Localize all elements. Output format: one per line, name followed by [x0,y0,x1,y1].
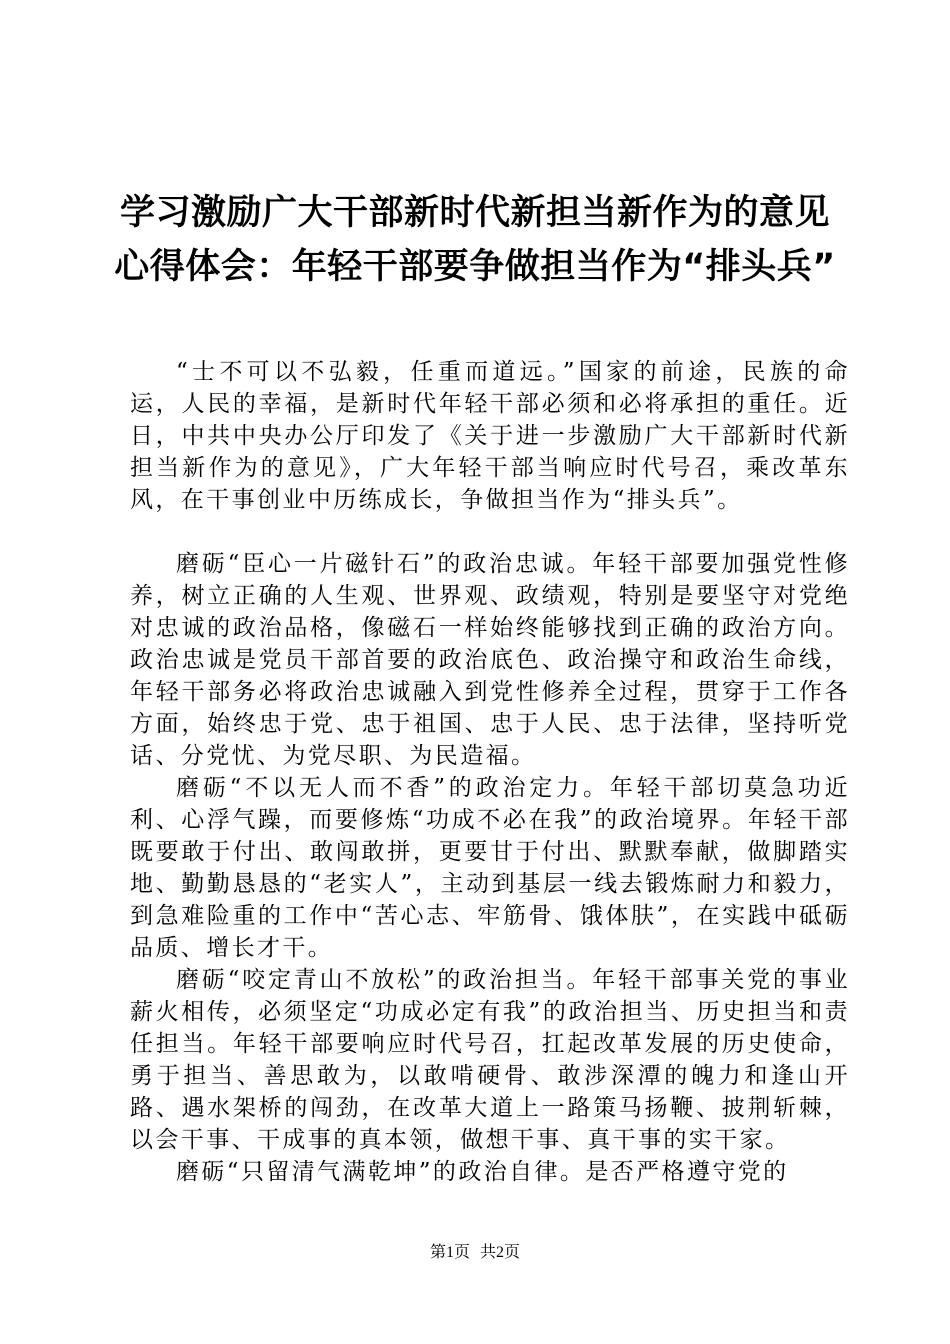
paragraph-self-discipline: 磨砺“只留清气满乾坤”的政治自律。是否严格遵守党的 [176,1159,789,1185]
page-total: 共2页 [480,1244,521,1261]
paragraph-intro: “士不可以不弘毅，任重而道远。”国家的前途，民族的命运，人民的幸福，是新时代年轻干部必须和必将承担的重任。近日，中共中央办公厅印发了《关于进一步激励广大干部新时代新担当新作为的意见》，广大年轻干部当响应时代号召，乘改革东风，在干事创业中历练成长，争做担当作为“排头兵”。 [130,359,850,513]
paragraph-responsibility: 磨砺“咬定青山不放松”的政治担当。年轻干部事关党的事业薪火相传，必须坚定“功成必定有我”的政治担当、历史担当和责任担当。年轻干部要响应时代号召，扛起改革发展的历史使命，勇于担当、善思敢为，以敢啃硬骨、敢涉深潭的魄力和逢山开路、遇水架桥的闯劲，在改革大道上一路策马扬鞭、披荆斩棘，以会干事、干成事的真本领，做想干事、真干事的实干家。 [130,967,850,1153]
document-title: 学习激励广大干部新时代新担当新作为的意见心得体会：年轻干部要争做担当作为“排头兵” [114,193,836,287]
page-footer [0,1243,950,1263]
paragraph-loyalty: 磨砺“臣心一片磁针石”的政治忠诚。年轻干部要加强党性修养，树立正确的人生观、世界观、政绩观，特别是要坚守对党绝对忠诚的政治品格，像磁石一样始终能够找到正确的政治方向。政治忠诚是党员干部首要的政治底色、政治操守和政治生命线，年轻干部务必将政治忠诚融入到党性修养全过程，贯穿于工作各方面，始终忠于党、忠于祖国、忠于人民、忠于法律，坚持听党话、分党忧、为党尽职、为民造福。 [130,551,850,769]
document-body [130,356,850,1188]
page-number: 第1页 [429,1244,470,1261]
paragraph-composure: 磨砺“不以无人而不香”的政治定力。年轻干部切莫急功近利、心浮气躁，而要修炼“功成不必在我”的政治境界。年轻干部既要敢于付出、敢闯敢拼，更要甘于付出、默默奉献，做脚踏实地、勤勤恳恳的“老实人”，主动到基层一线去锻炼耐力和毅力，到急难险重的工作中“苦心志、牢筋骨、饿体肤”，在实践中砥砺品质、增长才干。 [130,775,850,961]
